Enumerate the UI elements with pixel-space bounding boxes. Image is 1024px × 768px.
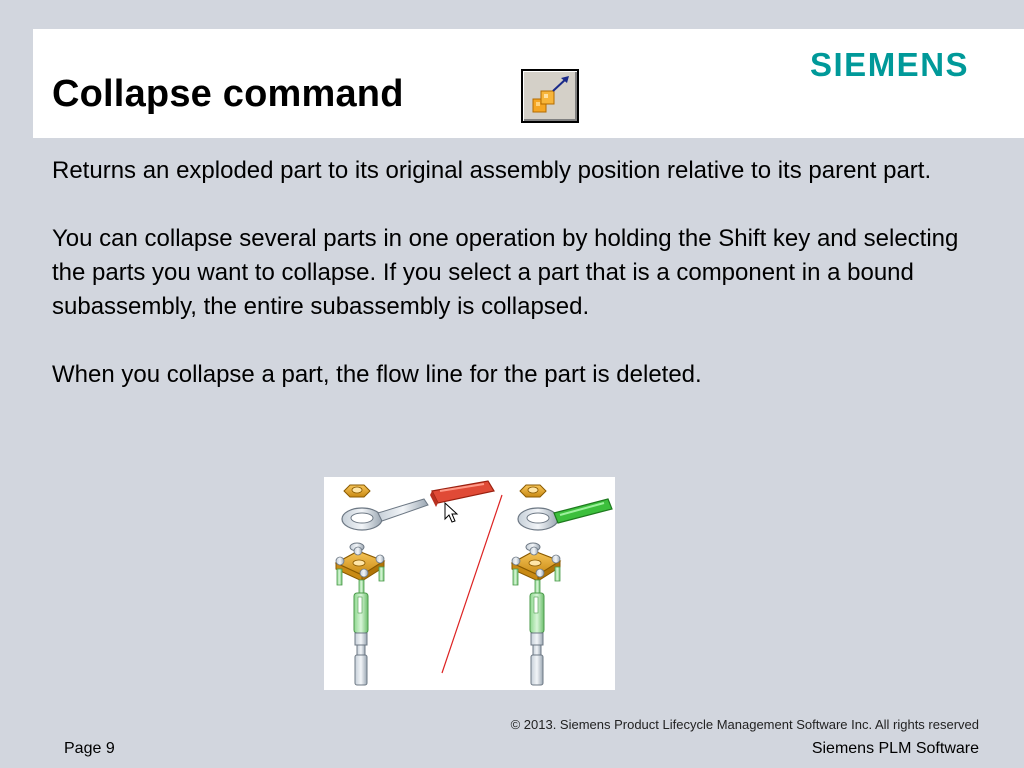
paragraph-flow-line: When you collapse a part, the flow line for the part is deleted. (52, 361, 702, 388)
paragraph-description: Returns an exploded part to its original assembly position relative to its parent part. (52, 157, 932, 184)
selected-exploded-part (430, 481, 494, 507)
paragraph-shift-key: You can collapse several parts in one operation by holding the Shift key and selecting the parts you want to collapse. If you select a part that is a component in a bound subassembly, the entire subassembly is collapsed. (52, 225, 959, 320)
assembly-before (336, 485, 428, 685)
collapse-command-icon (521, 69, 579, 123)
mouse-cursor-icon (445, 503, 457, 522)
flow-line (442, 495, 502, 673)
body-text (52, 154, 982, 426)
assembly-after (512, 485, 612, 685)
company-name: Siemens PLM Software (811, 740, 979, 757)
page-number: Page 9 (64, 740, 115, 757)
siemens-logo: SIEMENS (810, 46, 970, 83)
exploded-assembly-illustration (324, 477, 615, 690)
slide-title: Collapse command (52, 73, 404, 115)
copyright-notice: © 2013. Siemens Product Lifecycle Management Software Inc. All rights reserved (510, 717, 979, 732)
